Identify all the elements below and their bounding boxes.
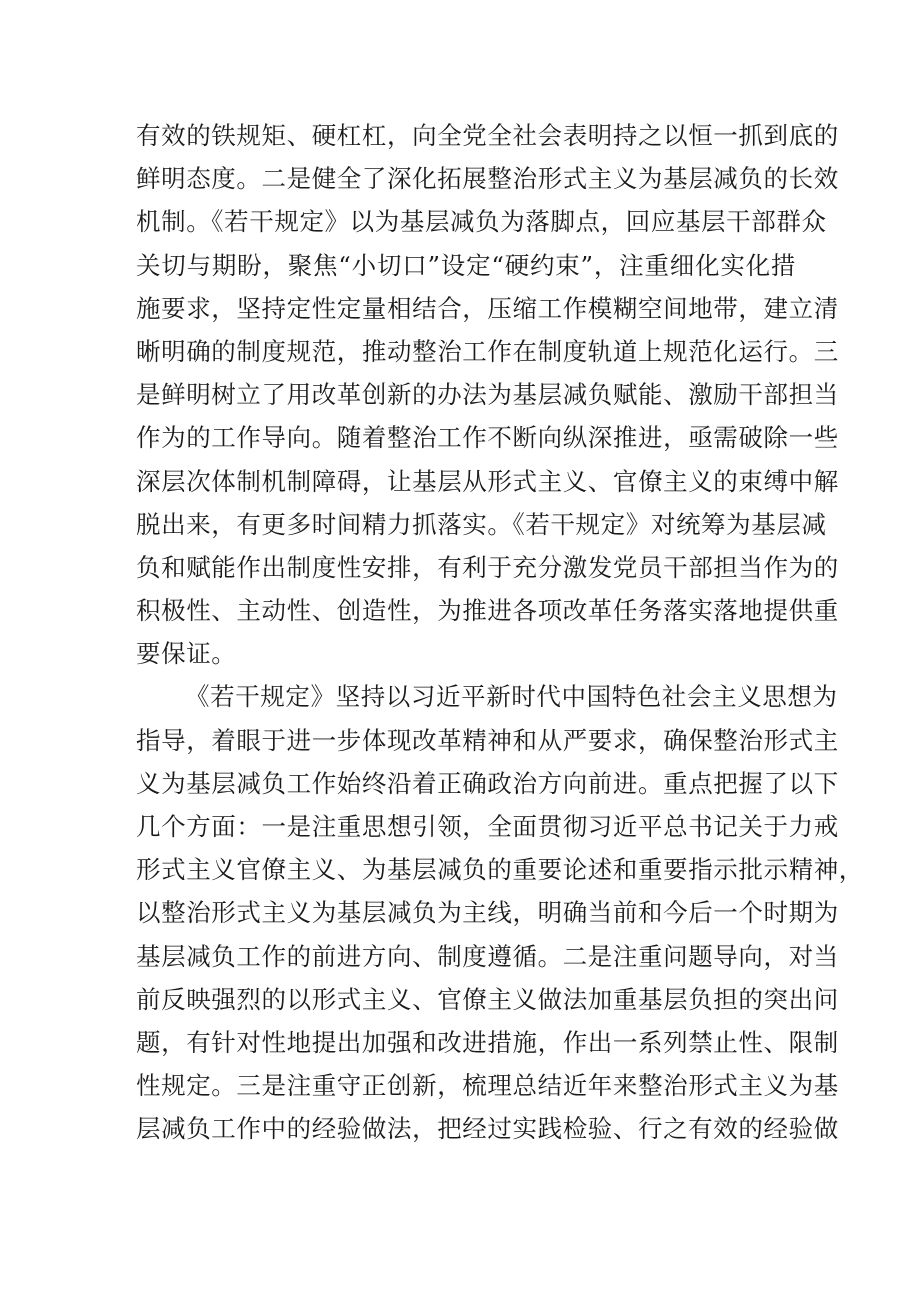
paragraph-line: 要保证。 [136,639,237,669]
paragraph-line: 题，有针对性地提出加强和改进措施，作出一系列禁止性、限制 [136,1027,839,1057]
paragraph-line: 晰明确的制度规范，推动整治工作在制度轨道上规范化运行。三 [136,336,839,366]
paragraph-1 [136,114,839,675]
paragraph-line: 《若干规定》坚持以习近平新时代中国特色社会主义思想为 [185,682,838,712]
paragraph-line: 前反映强烈的以形式主义、官僚主义做法加重基层负担的突出问 [136,984,839,1014]
paragraph-line: 鲜明态度。二是健全了深化拓展整治形式主义为基层减负的长效 [136,164,839,194]
paragraph-line: 负和赋能作出制度性安排，有利于充分激发党员干部担当作为的 [136,552,839,582]
paragraph-line: 以整治形式主义为基层减负为主线，明确当前和今后一个时期为 [136,898,839,928]
paragraph-2 [136,675,864,1150]
paragraph-line: 性规定。三是注重守正创新，梳理总结近年来整治形式主义为基 [136,1071,839,1101]
paragraph-line: 形式主义官僚主义、为基层减负的重要论述和重要指示批示精神， [136,855,864,885]
paragraph-line: 指导，着眼于进一步体现改革精神和从严要求，确保整治形式主 [136,725,839,755]
paragraph-line: 脱出来，有更多时间精力抓落实。《若干规定》对统筹为基层减 [136,509,827,539]
paragraph-line: 积极性、主动性、创造性，为推进各项改革任务落实落地提供重 [136,596,839,626]
paragraph-line: 有效的铁规矩、硬杠杠，向全党全社会表明持之以恒一抓到底的 [136,121,839,150]
document-body [136,114,864,1151]
paragraph-line: 义为基层减负工作始终沿着正确政治方向前进。重点把握了以下 [136,768,839,798]
paragraph-line: 作为的工作导向。随着整治工作不断向纵深推进，亟需破除一些 [136,423,839,453]
paragraph-line: 几个方面：一是注重思想引领，全面贯彻习近平总书记关于力戒 [136,812,839,841]
paragraph-line: 关切与期盼，聚焦“小切口”设定“硬约束”，注重细化实化措 [136,250,796,280]
paragraph-line: 机制。《若干规定》以为基层减负为落脚点，回应基层干部群众 [136,207,827,237]
paragraph-line: 深层次体制机制障碍，让基层从形式主义、官僚主义的束缚中解 [136,466,839,496]
paragraph-line: 施要求，坚持定性定量相结合，压缩工作模糊空间地带，建立清 [136,293,839,323]
paragraph-line: 基层减负工作的前进方向、制度遵循。二是注重问题导向，对当 [136,941,839,971]
paragraph-line: 层减负工作中的经验做法，把经过实践检验、行之有效的经验做 [136,1114,839,1144]
paragraph-line: 是鲜明树立了用改革创新的办法为基层减负赋能、激励干部担当 [136,380,839,410]
